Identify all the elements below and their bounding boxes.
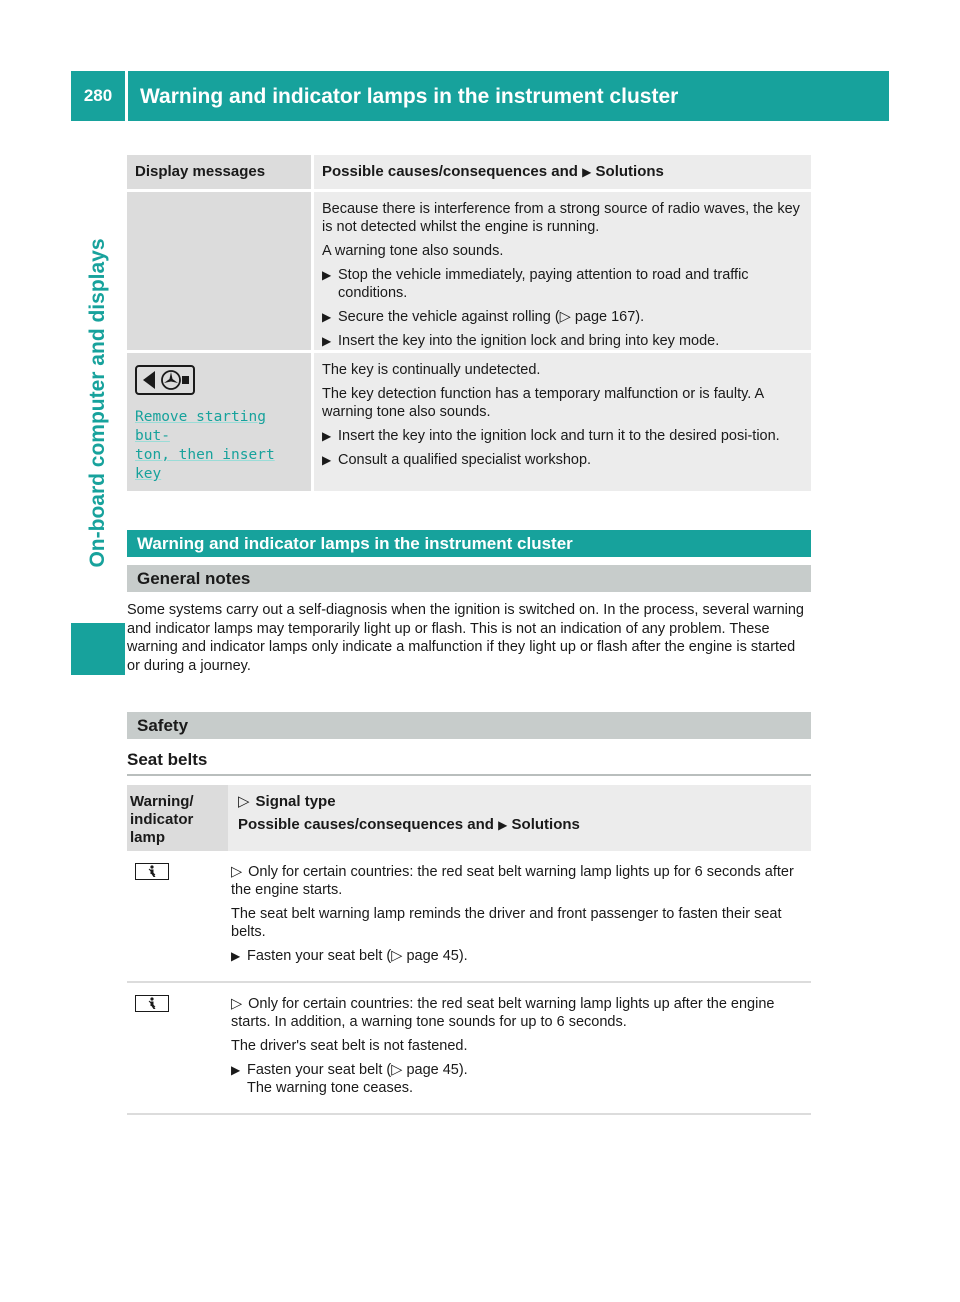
seat-belt-lamp-table xyxy=(127,785,811,1115)
solution-step: ▶ Fasten your seat belt (▷ page 45). xyxy=(231,947,808,965)
solutions-arrow-icon: ▶ xyxy=(498,818,508,832)
solution-step: ▶ Insert the key into the ignition lock and turn it to the desired posi-tion. xyxy=(322,427,803,445)
solutions-arrow-icon: ▶ xyxy=(582,165,592,179)
sidebar-chapter-label: On-board computer and displays xyxy=(86,238,109,568)
causes-cell xyxy=(314,192,811,350)
table-row xyxy=(127,192,811,350)
solution-step: ▶ Stop the vehicle immediately, paying attention to road and traffic conditions. xyxy=(322,266,803,302)
section-heading: Warning and indicator lamps in the instrument cluster xyxy=(127,530,811,557)
cause-text: A warning tone also sounds. xyxy=(322,243,504,259)
general-notes-text: Some systems carry out a self-diagnosis when the ignition is switched on. In the process, several warning and indicator lamps may temporarily light up or flash. This is not an indication of any problem. These warning and indicator lamps only indicate a malfunction if they light up or flash after the engine is started or during a journey. xyxy=(127,602,804,674)
subsection-heading-general-notes: General notes xyxy=(127,565,811,592)
solution-step: ▶ Insert the key into the ignition lock and bring into key mode. xyxy=(322,332,803,350)
display-message-cell-empty xyxy=(127,192,311,350)
display-messages-table xyxy=(127,155,811,491)
table-row xyxy=(127,851,811,983)
cause-text: The driver's seat belt is not fastened. xyxy=(231,1038,468,1054)
cause-text: The key is continually undetected. xyxy=(322,362,541,378)
display-message-line: ton, then insert key xyxy=(135,447,275,482)
page-title: Warning and indicator lamps in the instrument cluster xyxy=(128,71,889,121)
display-message-cell xyxy=(127,353,311,491)
page-header xyxy=(71,71,889,121)
lamp-cell xyxy=(127,859,228,975)
table-header-row xyxy=(127,785,811,851)
seat-belts-heading: Seat belts xyxy=(127,750,208,769)
column-header-causes xyxy=(314,155,811,189)
column-header-solutions-text: Solutions xyxy=(595,163,664,180)
causes-cell xyxy=(228,859,811,975)
signal-type-icon: ▷ xyxy=(231,864,243,880)
column-header-display-messages: Display messages xyxy=(127,155,311,189)
causes-cell xyxy=(228,991,811,1107)
signal-type-icon: ▷ xyxy=(231,996,243,1012)
column-header-causes-text: Possible causes/consequences and xyxy=(322,163,578,180)
key-icon xyxy=(135,365,195,395)
cause-text: Only for certain countries: the red seat belt warning lamp lights up after the engine starts. In addition, a warning tone sounds for up to 6 seconds. xyxy=(231,996,775,1030)
column-header-signal xyxy=(228,785,811,851)
table-row xyxy=(127,353,811,491)
signal-type-text: Signal type xyxy=(255,793,336,810)
display-message-line: Remove starting but- xyxy=(135,409,266,444)
page-number: 280 xyxy=(71,71,125,121)
column-header-lamp: Warning/ indicator lamp xyxy=(127,785,228,851)
solution-result-text: The warning tone ceases. xyxy=(247,1080,414,1096)
table-header-row xyxy=(127,155,811,189)
seat-belt-warning-icon xyxy=(135,995,169,1012)
column-header-causes-text: Possible causes/consequences and xyxy=(238,816,494,833)
cause-text: The seat belt warning lamp reminds the driver and front passenger to fasten their seat belts. xyxy=(231,906,782,940)
lamp-cell xyxy=(127,991,228,1107)
cause-text: Only for certain countries: the red seat belt warning lamp lights up for 6 seconds after the engine starts. xyxy=(231,864,794,898)
cause-text: Because there is interference from a strong source of radio waves, the key is not detected whilst the engine is running. xyxy=(322,201,800,235)
cause-text: The key detection function has a temporary malfunction or is faulty. A warning tone also sounds. xyxy=(322,386,764,420)
sidebar-tab-marker xyxy=(71,623,125,675)
signal-type-icon: ▷ xyxy=(238,793,250,810)
subsection-heading-safety: Safety xyxy=(127,712,811,739)
solution-step: ▶ Secure the vehicle against rolling (▷ page 167). xyxy=(322,308,803,326)
solution-step: ▶ Consult a qualified specialist workshop. xyxy=(322,451,803,469)
seat-belt-warning-icon xyxy=(135,863,169,880)
causes-cell xyxy=(314,353,811,491)
solution-step: ▶ Fasten your seat belt (▷ page 45). xyxy=(231,1061,808,1079)
table-row xyxy=(127,983,811,1115)
divider xyxy=(127,774,811,776)
column-header-solutions-text: Solutions xyxy=(511,816,580,833)
